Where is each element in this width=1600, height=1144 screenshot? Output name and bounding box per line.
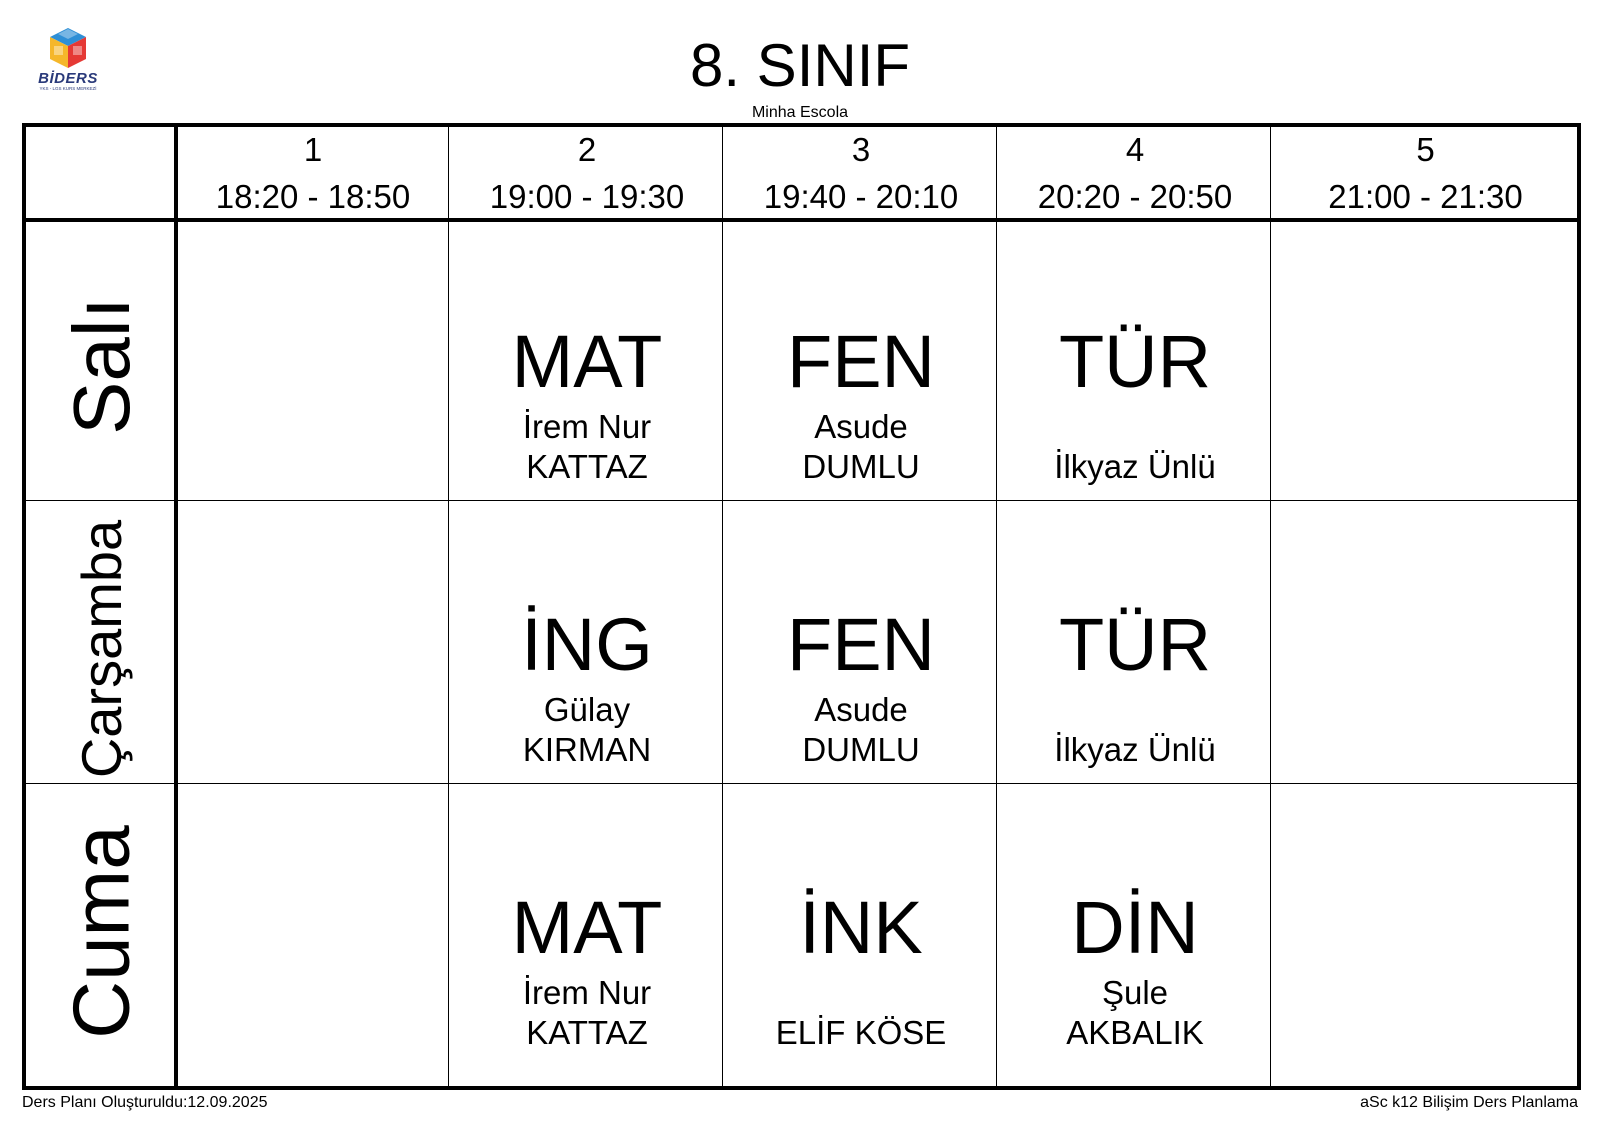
lesson-subject: İNG [521, 603, 653, 686]
period-number: 1 [303, 131, 323, 168]
grid-column-divider [996, 127, 997, 1086]
day-name: Cuma [57, 825, 146, 1039]
lesson-cell [726, 222, 996, 505]
lesson-cell [452, 222, 722, 505]
day-label [26, 505, 178, 793]
period-number: 5 [1416, 131, 1435, 168]
lesson-cell [726, 505, 996, 788]
period-header [726, 127, 996, 218]
lesson-cell [1274, 505, 1577, 788]
grid-column-divider [722, 127, 723, 1086]
lesson-teacher: İlkyaz Ünlü [1054, 448, 1216, 485]
created-date: Ders Planı Oluşturuldu:12.09.2025 [22, 1094, 268, 1111]
lesson-subject: TÜR [1058, 320, 1212, 403]
lesson-cell [452, 788, 722, 1071]
period-time: 19:00 - 19:30 [489, 178, 685, 215]
lesson-teacher: Gülay KIRMAN [522, 691, 652, 768]
lesson-subject: MAT [511, 320, 663, 403]
grid-column-divider [448, 127, 449, 1086]
period-number: 3 [851, 131, 871, 168]
lesson-cell [178, 222, 448, 505]
lesson-subject: FEN [787, 603, 935, 686]
lesson-subject: TÜR [1058, 603, 1212, 686]
lesson-teacher: Şule AKBALIK [1066, 974, 1204, 1051]
day-name: Salı [56, 297, 146, 435]
lesson-teacher: ELİF KÖSE [775, 1014, 947, 1051]
period-number: 2 [577, 131, 597, 168]
lesson-cell [1274, 788, 1577, 1071]
lesson-teacher: İrem Nur KATTAZ [522, 408, 652, 485]
software-credit: aSc k12 Bilişim Ders Planlama [1360, 1094, 1578, 1111]
lesson-cell [1000, 222, 1270, 505]
period-header [1000, 127, 1270, 218]
lesson-cell [178, 788, 448, 1071]
lesson-teacher: İrem Nur KATTAZ [522, 974, 652, 1051]
day-label [26, 222, 178, 510]
lesson-teacher: Asude DUMLU [802, 691, 920, 768]
period-time: 19:40 - 20:10 [763, 178, 959, 215]
grid-column-divider [1270, 127, 1271, 1086]
lesson-cell [452, 505, 722, 788]
lesson-cell [1000, 505, 1270, 788]
lesson-cell [726, 788, 996, 1071]
lesson-teacher: İlkyaz Ünlü [1054, 731, 1216, 768]
lesson-cell [1274, 222, 1577, 505]
period-header [1274, 127, 1577, 218]
period-number: 4 [1125, 131, 1145, 168]
timetable-grid [22, 123, 1581, 1090]
logo-brand-text: BİDERS [38, 70, 98, 87]
period-time: 18:20 - 18:50 [215, 178, 411, 215]
day-label [26, 788, 178, 1076]
logo-tagline: YKS - LGS KURS MERKEZİ [39, 86, 97, 91]
page-title: 8. SINIF [689, 32, 911, 99]
period-time: 21:00 - 21:30 [1328, 178, 1523, 215]
day-name: Çarşamba [70, 519, 134, 779]
period-header [452, 127, 722, 218]
lesson-subject: MAT [511, 886, 663, 969]
lesson-subject: FEN [787, 320, 935, 403]
lesson-cell [178, 505, 448, 788]
lesson-teacher: Asude DUMLU [802, 408, 920, 485]
period-time: 20:20 - 20:50 [1037, 178, 1233, 215]
school-name: Minha Escola [751, 104, 849, 121]
period-header [178, 127, 448, 218]
lesson-cell [1000, 788, 1270, 1071]
lesson-subject: İNK [799, 886, 923, 969]
lesson-subject: DİN [1071, 886, 1199, 969]
